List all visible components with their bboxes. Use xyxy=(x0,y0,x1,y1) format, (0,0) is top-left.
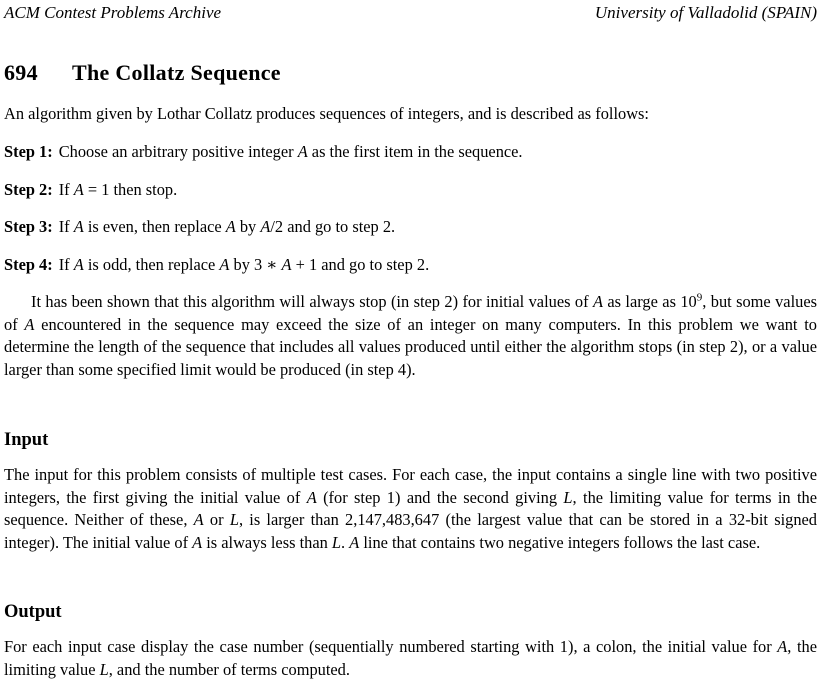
step-text: If A is even, then replace A by A/2 and go to step 2. xyxy=(58,217,396,236)
intro-paragraph: An algorithm given by Lothar Collatz produces sequences of integers, and is described as follows: xyxy=(4,104,649,123)
step-label: Step 1: xyxy=(4,142,53,161)
description-paragraph: It has been shown that this algorithm will always stop (in step 2) for initial values of A as large as $10^9$, but some values of A encountered in the sequence may exceed the size of an integer on many computers. In this problem we want to determine the length of the sequence that includes all values produced until either the algorithm stops (in step 2), or a value larger than some specified limit would be produced (in step 4). xyxy=(4,291,817,379)
input-heading: Input xyxy=(4,430,49,450)
step-text: If A = 1 then stop. xyxy=(58,180,178,199)
document-page xyxy=(4,0,817,679)
step-label: Step 4: xyxy=(4,255,53,274)
step-3 xyxy=(4,216,817,239)
step-1 xyxy=(4,141,817,164)
output-heading: Output xyxy=(4,602,62,622)
page-header xyxy=(4,0,817,22)
university-name: University of Valladolid (SPAIN) xyxy=(594,3,817,22)
step-text: Choose an arbitrary positive integer A as the first item in the sequence. xyxy=(58,142,523,161)
input-paragraph: The input for this problem consists of multiple test cases. For each case, the input contains a single line with two positive integers, the first giving the initial value of A (for step 1) and the second giving L, the limiting value for terms in the sequence. Neither of these, A or L, is larger than 2,147,483,647 (the largest value that can be stored in a 32-bit signed integer). The initial value of A is always less than L. A line that contains two negative integers follows the last case. xyxy=(4,465,817,552)
step-text: If A is odd, then replace A by 3 ∗ A + 1 and go to step 2. xyxy=(58,255,430,274)
output-paragraph: For each input case display the case number (sequentially numbered starting with 1), a colon, the initial value for A, the limiting value L, and the number of terms computed. xyxy=(4,637,817,679)
step-2 xyxy=(4,179,817,202)
problem-title xyxy=(4,60,281,86)
problem-name: The Collatz Sequence xyxy=(72,60,281,85)
step-label: Step 3: xyxy=(4,217,53,236)
problem-number: 694 xyxy=(4,60,38,85)
archive-name: ACM Contest Problems Archive xyxy=(4,3,222,22)
step-label: Step 2: xyxy=(4,180,53,199)
step-4 xyxy=(4,254,817,277)
